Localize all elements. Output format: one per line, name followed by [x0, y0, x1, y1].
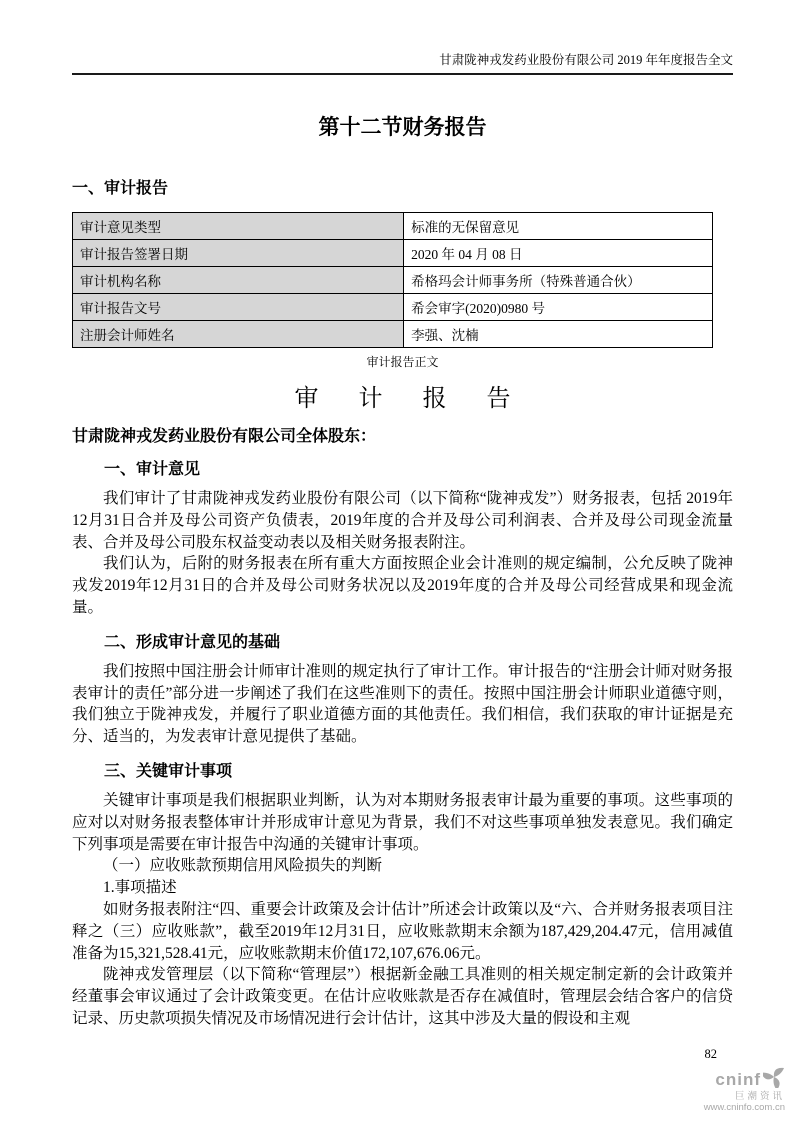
heading-basis-for-opinion: 二、形成审计意见的基础	[104, 633, 281, 651]
heading-key-audit-matters: 三、关键审计事项	[104, 762, 233, 780]
audit-report-number-value: 希会审字(2020)0980 号	[404, 294, 713, 321]
audit-report-number-label: 审计报告文号	[73, 294, 404, 321]
paragraph-audit-opinion-1: 我们审计了甘肃陇神戎发药业股份有限公司（以下简称“陇神戎发”）财务报表，包括 2019年12月31日合并及母公司资产负债表，2019年度的合并及母公司利润表、合并及母公司现金流量表、合并及母公司股东权益变动表以及相关财务报表附注。	[72, 490, 733, 551]
subheading-receivables-credit-risk: （一）应收账款预期信用风险损失的判断	[103, 857, 383, 875]
document-header	[72, 50, 733, 75]
cninfo-logo	[704, 1066, 785, 1114]
paragraph-basis-for-opinion: 我们按照中国注册会计师审计准则的规定执行了审计工作。审计报告的“注册会计师对财务报表审计的责任”部分进一步阐述了我们在这些准则下的责任。按照中国注册会计师职业道德守则，我们独立于陇神戎发，并履行了职业道德方面的其他责任。我们相信，我们获取的审计证据是充分、适当的，为发表审计意见提供了基础。	[72, 662, 733, 746]
section-heading-audit-report: 一、审计报告	[72, 180, 169, 197]
audit-firm-name-value: 希格玛会计师事务所（特殊普通合伙）	[404, 267, 713, 294]
heading-audit-opinion: 一、审计意见	[104, 461, 201, 478]
cpa-names-label: 注册会计师姓名	[73, 321, 404, 348]
audit-report-title: 审 计 报 告	[294, 386, 528, 412]
cninfo-logo-row	[704, 1066, 785, 1093]
table-row	[73, 294, 713, 321]
paragraph-receivables-figures: 如财务报表附注“四、重要会计政策及会计估计”所述会计政策以及“六、合并财务报表项目注释之（三）应收账款”，截至2019年12月31日，应收账款期末余额为187,429,204.47元，信用减值准备为15,321,528.41元，应收账款期末价值172,107,676.06元。	[72, 900, 733, 962]
cninfo-chinese-name: 巨潮资讯	[734, 1091, 785, 1103]
audit-report-body-caption: 审计报告正文	[366, 355, 439, 369]
audit-opinion-type-label: 审计意见类型	[73, 213, 404, 240]
audit-sign-date-label: 审计报告签署日期	[73, 240, 404, 267]
audit-firm-name-label: 审计机构名称	[73, 267, 404, 294]
header-report-title: 甘肃陇神戎发药业股份有限公司 2019 年年度报告全文	[439, 53, 733, 67]
paragraph-management-policy: 陇神戎发管理层（以下简称“管理层”）根据新金融工具准则的相关规定制定新的会计政策并经董事会审议通过了会计政策变更。在估计应收账款是否存在减值时，管理层会结合客户的信贷记录、历史款项损失情况及市场情况进行会计估计，这其中涉及大量的假设和主观	[72, 966, 733, 1027]
table-row	[73, 240, 713, 267]
audit-opinion-type-value: 标准的无保留意见	[404, 213, 713, 240]
chapter-title: 第十二节财务报告	[318, 115, 487, 139]
report-addressee: 甘肃陇神戎发药业股份有限公司全体股东：	[72, 428, 377, 445]
cninfo-url: www.cninfo.com.cn	[703, 1102, 785, 1114]
audit-sign-date-value: 2020 年 04 月 08 日	[404, 240, 713, 267]
paragraph-key-audit-matters: 关键审计事项是我们根据职业判断，认为对本期财务报表审计最为重要的事项。这些事项的应对以对财务报表整体审计并形成审计意见为背景，我们不对这些事项单独发表意见。我们确定下列事项是需要在审计报告中沟通的关键审计事项。	[72, 791, 733, 853]
audit-summary-table	[72, 212, 713, 348]
page-number: 82	[704, 1047, 717, 1061]
pinwheel-icon	[763, 1066, 785, 1093]
subheading-matter-description: 1.事项描述	[103, 879, 177, 897]
table-row	[73, 213, 713, 240]
cpa-names-value: 李强、沈楠	[404, 321, 713, 348]
table-row	[73, 321, 713, 348]
cninfo-brand-text: cninf	[715, 1069, 761, 1089]
table-row	[73, 267, 713, 294]
paragraph-audit-opinion-2: 我们认为，后附的财务报表在所有重大方面按照企业会计准则的规定编制，公允反映了陇神戎发2019年12月31日的合并及母公司财务状况以及2019年度的合并及母公司经营成果和现金流量。	[72, 555, 733, 616]
